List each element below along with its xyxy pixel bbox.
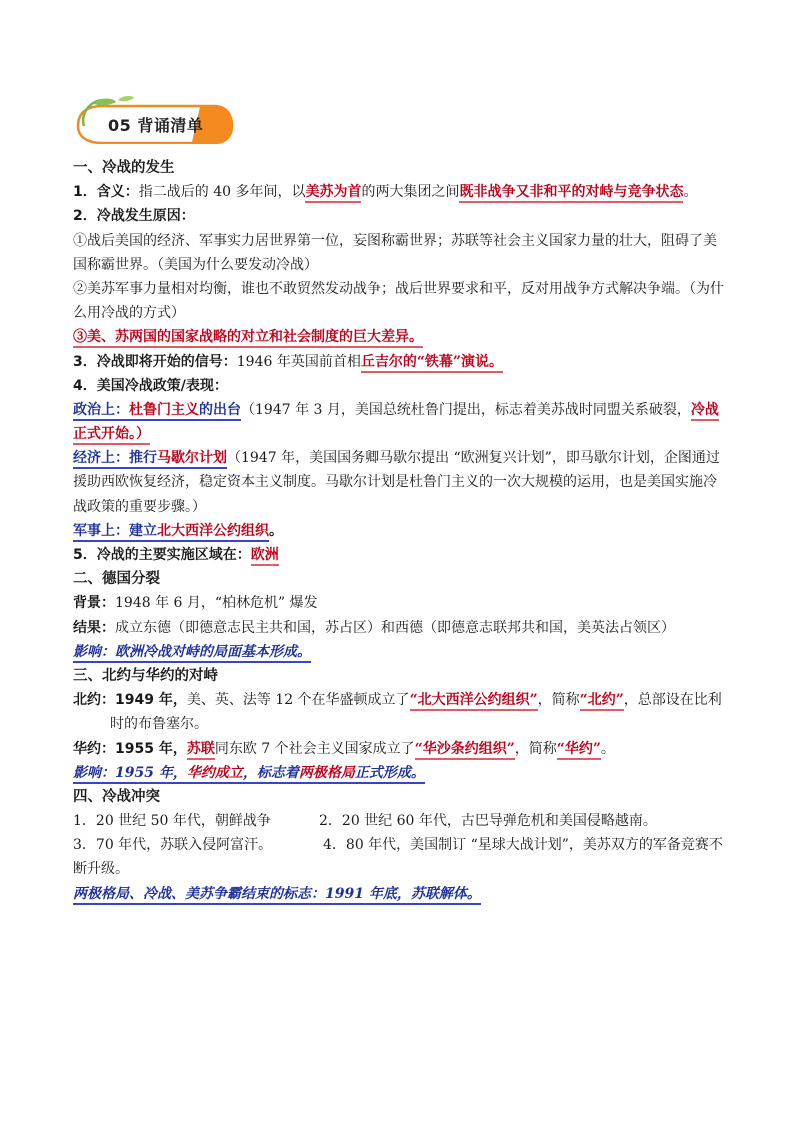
military-label: 军事上： xyxy=(73,523,129,542)
warsaw-label: 华约： xyxy=(73,740,115,757)
nato-line-b: 时的布鲁塞尔。 xyxy=(110,716,208,733)
economy-label: 经济上： xyxy=(73,450,129,469)
definition-text-c: 。 xyxy=(683,184,698,201)
result-label: 结果： xyxy=(73,619,115,636)
politics-label: 政治上： xyxy=(73,402,129,421)
economy-line-a xyxy=(73,446,728,470)
definition-text-a: 指二战后的 40 多年间，以 xyxy=(138,184,306,201)
s2-impact-text: 影响：欧洲冷战对峙的局面基本形成。 xyxy=(73,644,311,663)
politics-text-b: 的出台 xyxy=(199,402,241,421)
economy-highlight: 马歇尔计划 xyxy=(157,450,227,469)
s3-impact-red-2: 两极格局 xyxy=(299,765,355,784)
politics-text-c: （1947 年 3 月，美国总统杜鲁门提出，标志着美苏战时同盟关系破裂， xyxy=(241,401,691,418)
conflict-4a: 4．80 年代，美国制订 “星球大战计划”，美苏双方的军备竞赛不 xyxy=(323,837,723,854)
politics-highlight: 杜鲁门主义 xyxy=(129,402,199,421)
cause-1-line-b: 国称霸世界。（美国为什么要发动冷战） xyxy=(73,256,318,273)
warsaw-highlight-2: “华沙条约组织” xyxy=(415,741,515,760)
badge-title: 05 背诵清单 xyxy=(108,116,204,135)
warsaw-short: “华约” xyxy=(557,741,601,760)
end-text: 两极格局、冷战、美苏争霸结束的标志：1991 年底，苏联解体。 xyxy=(73,886,481,905)
military-text-a: 建立 xyxy=(129,523,157,542)
nato-year: 1949 年， xyxy=(115,692,187,709)
warsaw-highlight-1: 苏联 xyxy=(187,741,215,760)
politics-line-a xyxy=(73,398,728,422)
warsaw-text-b: ，简称 xyxy=(514,740,557,757)
nato-short: “北约” xyxy=(580,692,624,711)
causes-label: 2．冷战发生原因： xyxy=(73,208,195,225)
nato-highlight: “北大西洋公约组织” xyxy=(410,692,538,711)
economy-text-b: （1947 年，美国国务卿马歇尔提出 “欧洲复兴计划”，即马歇尔计划，企图通过 xyxy=(227,450,720,467)
cause-1-line-a: ①战后美国的经济、军事实力居世界第一位，妄图称霸世界；苏联等社会主义国家力量的壮大，阻碍了美 xyxy=(73,232,717,249)
section-3-title: 三、北约与华约的对峙 xyxy=(73,667,218,684)
result-text: 成立东德（即德意志民主共和国，苏占区）和西德（即德意志联邦共和国，美英法占领区） xyxy=(115,619,675,636)
section-1-title: 一、冷战的发生 xyxy=(73,160,175,176)
military-highlight: 北大西洋公约组织 xyxy=(157,523,269,542)
region-label: 5．冷战的主要实施区域在： xyxy=(73,547,251,563)
s3-impact-red: 华约成立 xyxy=(187,765,243,784)
warsaw-text-c: 。 xyxy=(600,740,615,757)
cause-2-line-a: ②美苏军事力量相对均衡，谁也不敢贸然发动战争；战后世界要求和平，反对用战争方式解决争端。（为什 xyxy=(73,280,724,297)
region-highlight: 欧洲 xyxy=(251,547,279,566)
definition-label: 1．含义： xyxy=(73,184,139,201)
signal-highlight: 丘吉尔的“铁幕”演说。 xyxy=(361,354,503,373)
nato-text-c: ，总部设在比利 xyxy=(623,692,722,709)
signal-label: 3．冷战即将开始的信号： xyxy=(73,353,237,370)
result-line xyxy=(73,616,728,640)
background-text: 1948 年 6 月，“柏林危机” 爆发 xyxy=(115,595,318,612)
nato-label: 北约： xyxy=(73,692,115,709)
economy-text-a: 推行 xyxy=(129,450,157,469)
s2-impact-line xyxy=(73,640,728,664)
nato-line-a xyxy=(73,688,728,712)
conflict-row-2 xyxy=(73,833,728,857)
definition-highlight-1: 美苏为首 xyxy=(305,184,361,203)
warsaw-text-a: 同东欧 7 个社会主义国家成立了 xyxy=(214,740,415,757)
cause-2-line-b: 么用冷战的方式） xyxy=(73,305,185,322)
s3-impact-c: 正式形成。 xyxy=(355,765,425,784)
end-line xyxy=(73,882,728,906)
warsaw-year: 1955 年， xyxy=(115,740,187,757)
background-label: 背景： xyxy=(73,595,115,612)
content xyxy=(73,156,728,906)
s3-impact-line xyxy=(73,761,728,785)
military-text-b: 。 xyxy=(269,522,283,539)
cause-3-text: ③美、苏两国的国家战略的对立和社会制度的巨大差异。 xyxy=(73,329,423,348)
nato-text-b: ，简称 xyxy=(537,692,580,709)
politics-line-b xyxy=(73,422,728,446)
warsaw-line xyxy=(73,737,728,761)
politics-red-2: 正式开始。） xyxy=(73,426,150,445)
signal-line xyxy=(73,350,728,374)
nato-text-a: 美、英、法等 12 个在华盛顿成立了 xyxy=(186,692,410,709)
conflict-2: 2．20 世纪 60 年代，古巴导弹危机和美国侵略越南。 xyxy=(319,813,657,830)
s3-impact-a: 影响：1955 年， xyxy=(73,765,187,784)
conflict-3: 3．70 年代，苏联入侵阿富汗。 xyxy=(73,837,273,854)
politics-red: 冷战 xyxy=(691,402,719,421)
definition-text-b: 的两大集团之间 xyxy=(361,184,460,201)
economy-line-c: 战政策的重要步骤。） xyxy=(73,498,206,515)
conflict-row-3: 断升级。 xyxy=(73,861,129,878)
conflict-1: 1．20 世纪 50 年代，朝鲜战争 xyxy=(73,813,271,830)
military-line xyxy=(73,519,728,543)
conflict-row-1 xyxy=(73,809,728,833)
definition-line xyxy=(73,180,728,204)
cause-3-line xyxy=(73,325,728,349)
policy-label: 4．美国冷战政策/表现： xyxy=(73,377,228,394)
definition-highlight-2: 既非战争又非和平的对峙与竞争状态 xyxy=(459,184,683,203)
economy-line-b: 援助西欧恢复经济，稳定资本主义制度。马歇尔计划是杜鲁门主义的一次大规模的运用，也是美国实施冷 xyxy=(73,474,717,491)
signal-text: 1946 年英国前首相 xyxy=(236,353,361,370)
s3-impact-b: ，标志着 xyxy=(243,765,299,784)
section-4-title: 四、冷战冲突 xyxy=(73,788,160,805)
section-2-title: 二、德国分裂 xyxy=(73,571,160,588)
section-badge xyxy=(74,96,234,144)
region-line xyxy=(73,543,728,567)
background-line xyxy=(73,591,728,615)
